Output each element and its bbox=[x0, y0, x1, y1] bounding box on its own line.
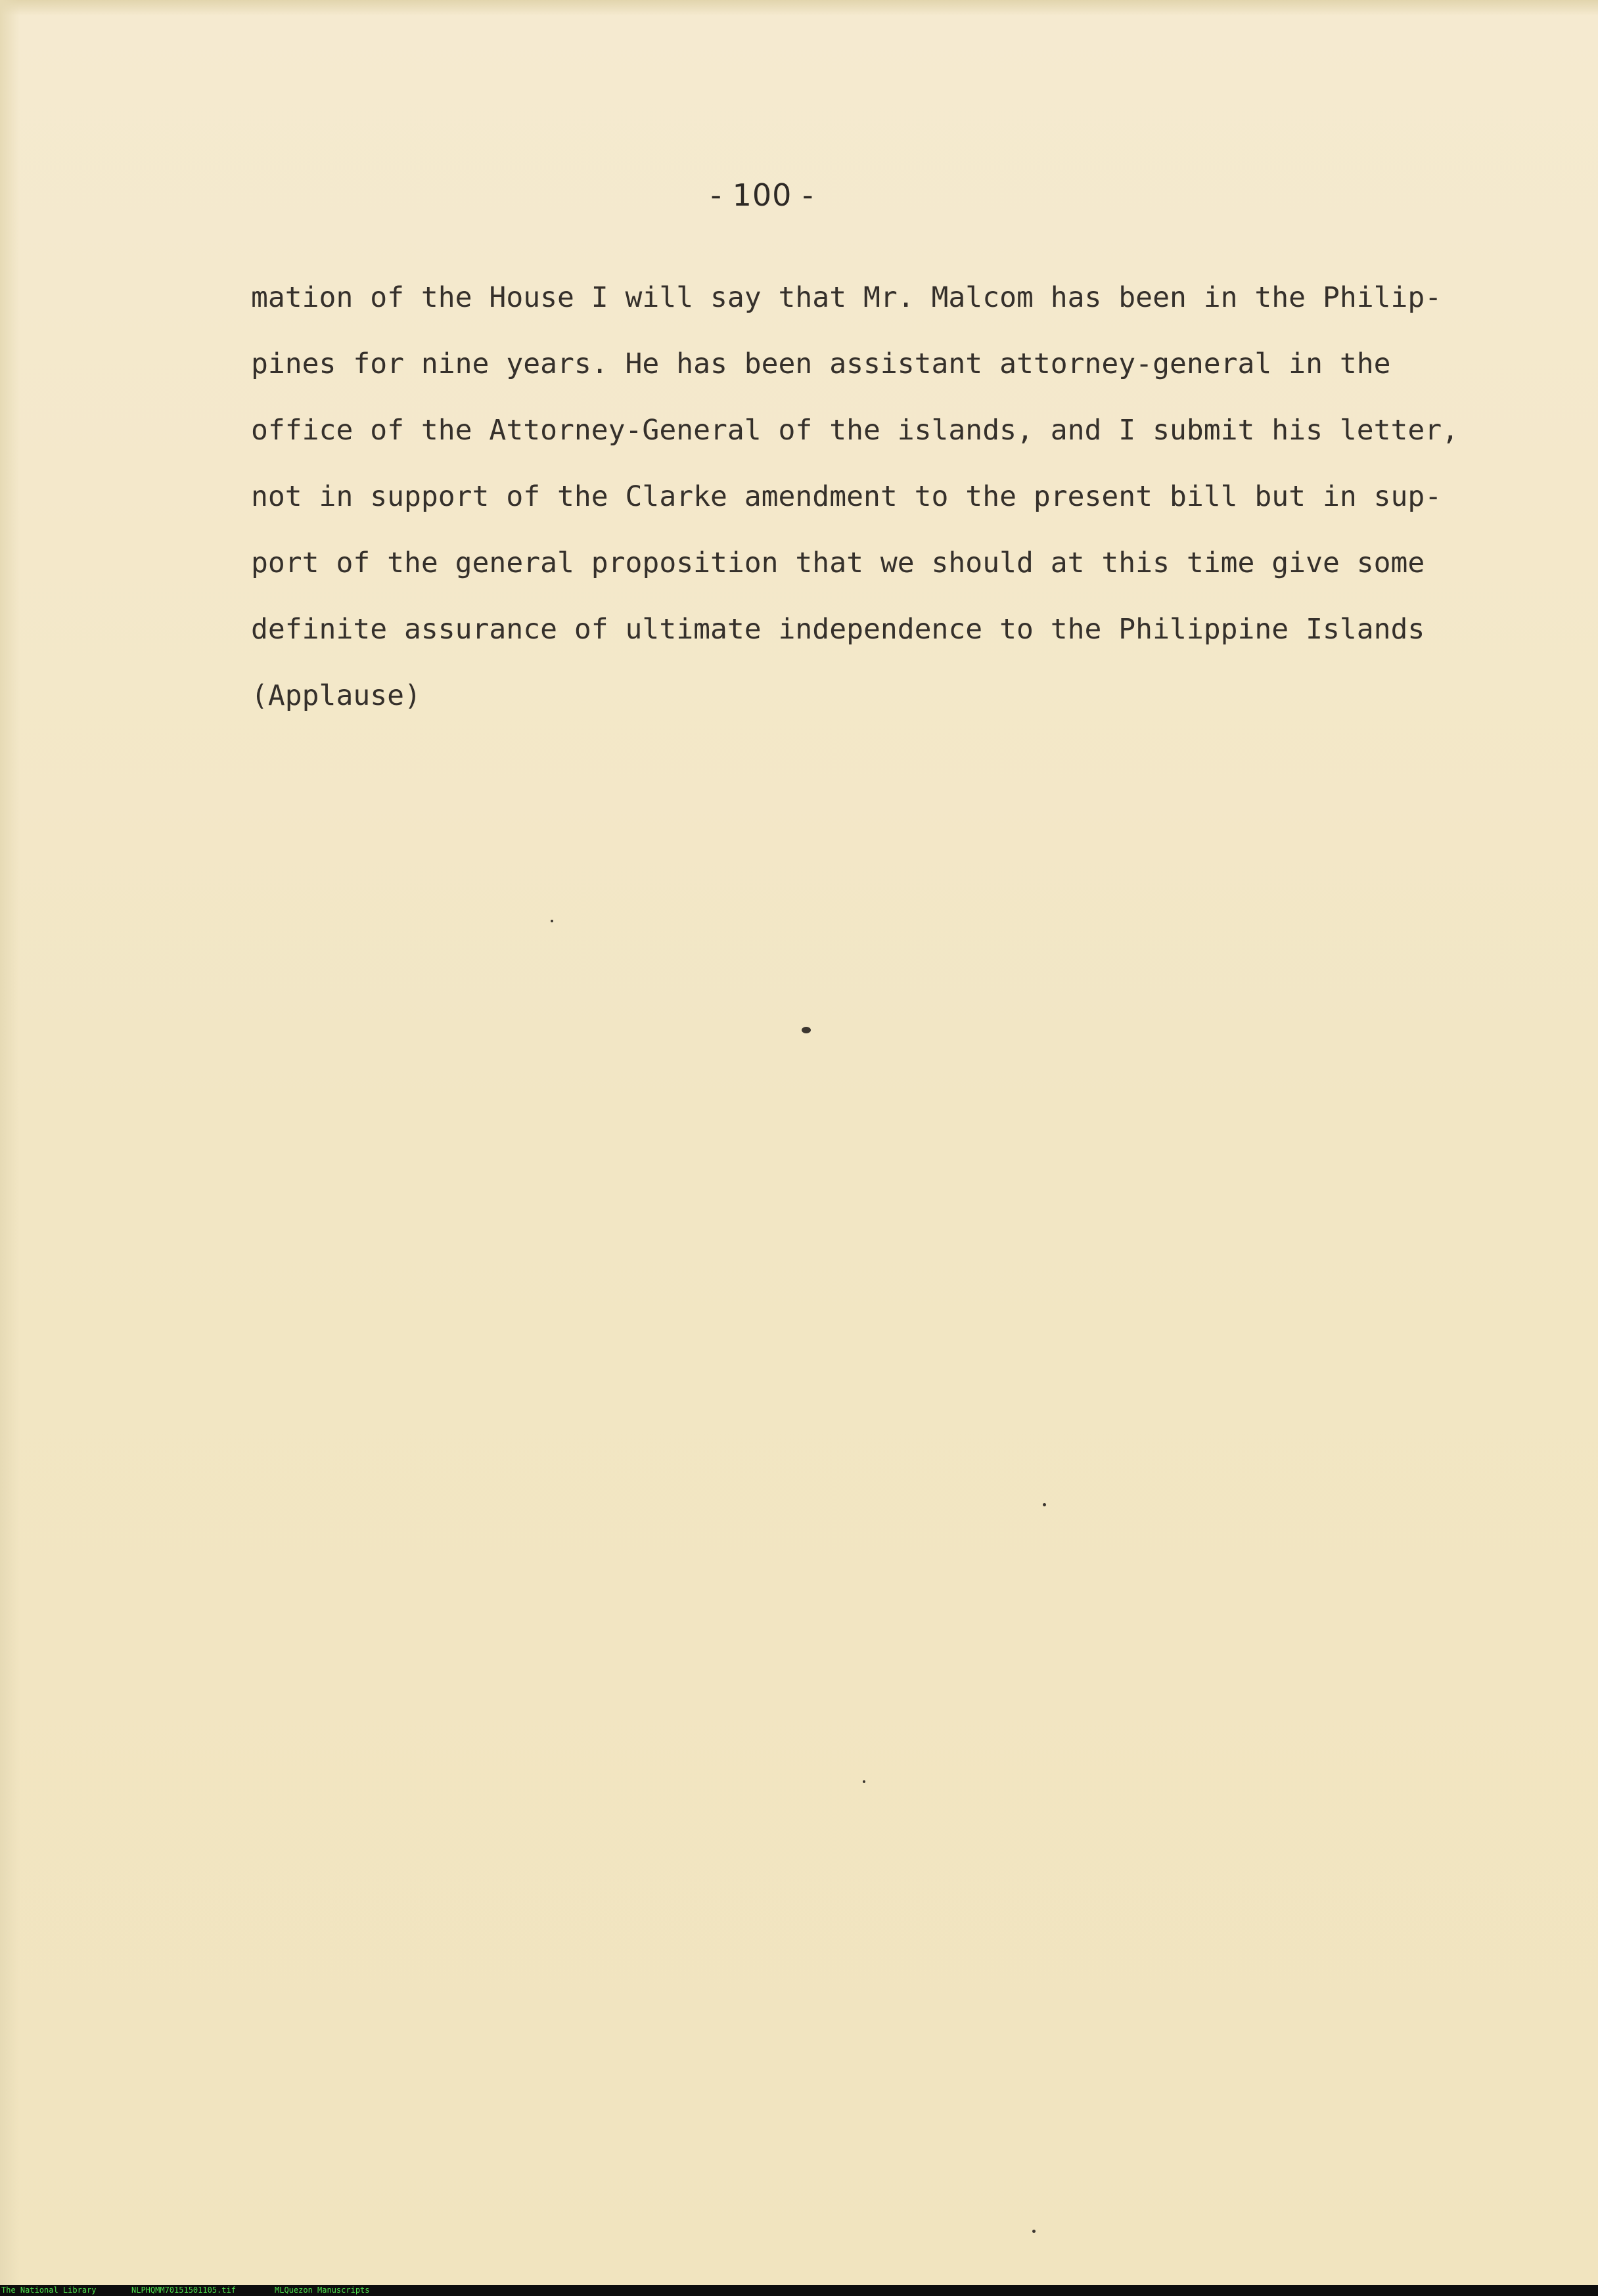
text-line: pines for nine years. He has been assistant attorney-general in the bbox=[251, 348, 1391, 380]
body-text bbox=[251, 276, 1499, 740]
footer-library: The National Library bbox=[1, 2285, 97, 2295]
ink-speck bbox=[1032, 2230, 1036, 2233]
footer-filename: NLPHQMM70151501105.tif bbox=[131, 2285, 236, 2295]
text-line: port of the general proposition that we should at this time give some bbox=[251, 547, 1425, 579]
ink-speck bbox=[863, 1780, 865, 1783]
page-left-shadow bbox=[0, 0, 20, 2285]
ink-speck bbox=[551, 920, 553, 922]
page-top-shadow bbox=[0, 0, 1598, 16]
text-line: not in support of the Clarke amendment to the present bill but in sup- bbox=[251, 480, 1442, 513]
page-number: - 100 - bbox=[710, 177, 814, 213]
text-line: (Applause) bbox=[251, 679, 421, 712]
text-line: mation of the House I will say that Mr. Malcom has been in the Philip- bbox=[251, 281, 1442, 314]
ink-speck bbox=[802, 1027, 811, 1033]
footer-collection: MLQuezon Manuscripts bbox=[275, 2285, 370, 2295]
text-line: office of the Attorney-General of the islands, and I submit his letter, bbox=[251, 414, 1459, 447]
text-line: definite assurance of ultimate independence to the Philippine Islands bbox=[251, 613, 1425, 646]
ink-speck bbox=[1043, 1503, 1046, 1506]
archive-footer bbox=[0, 2285, 1598, 2296]
